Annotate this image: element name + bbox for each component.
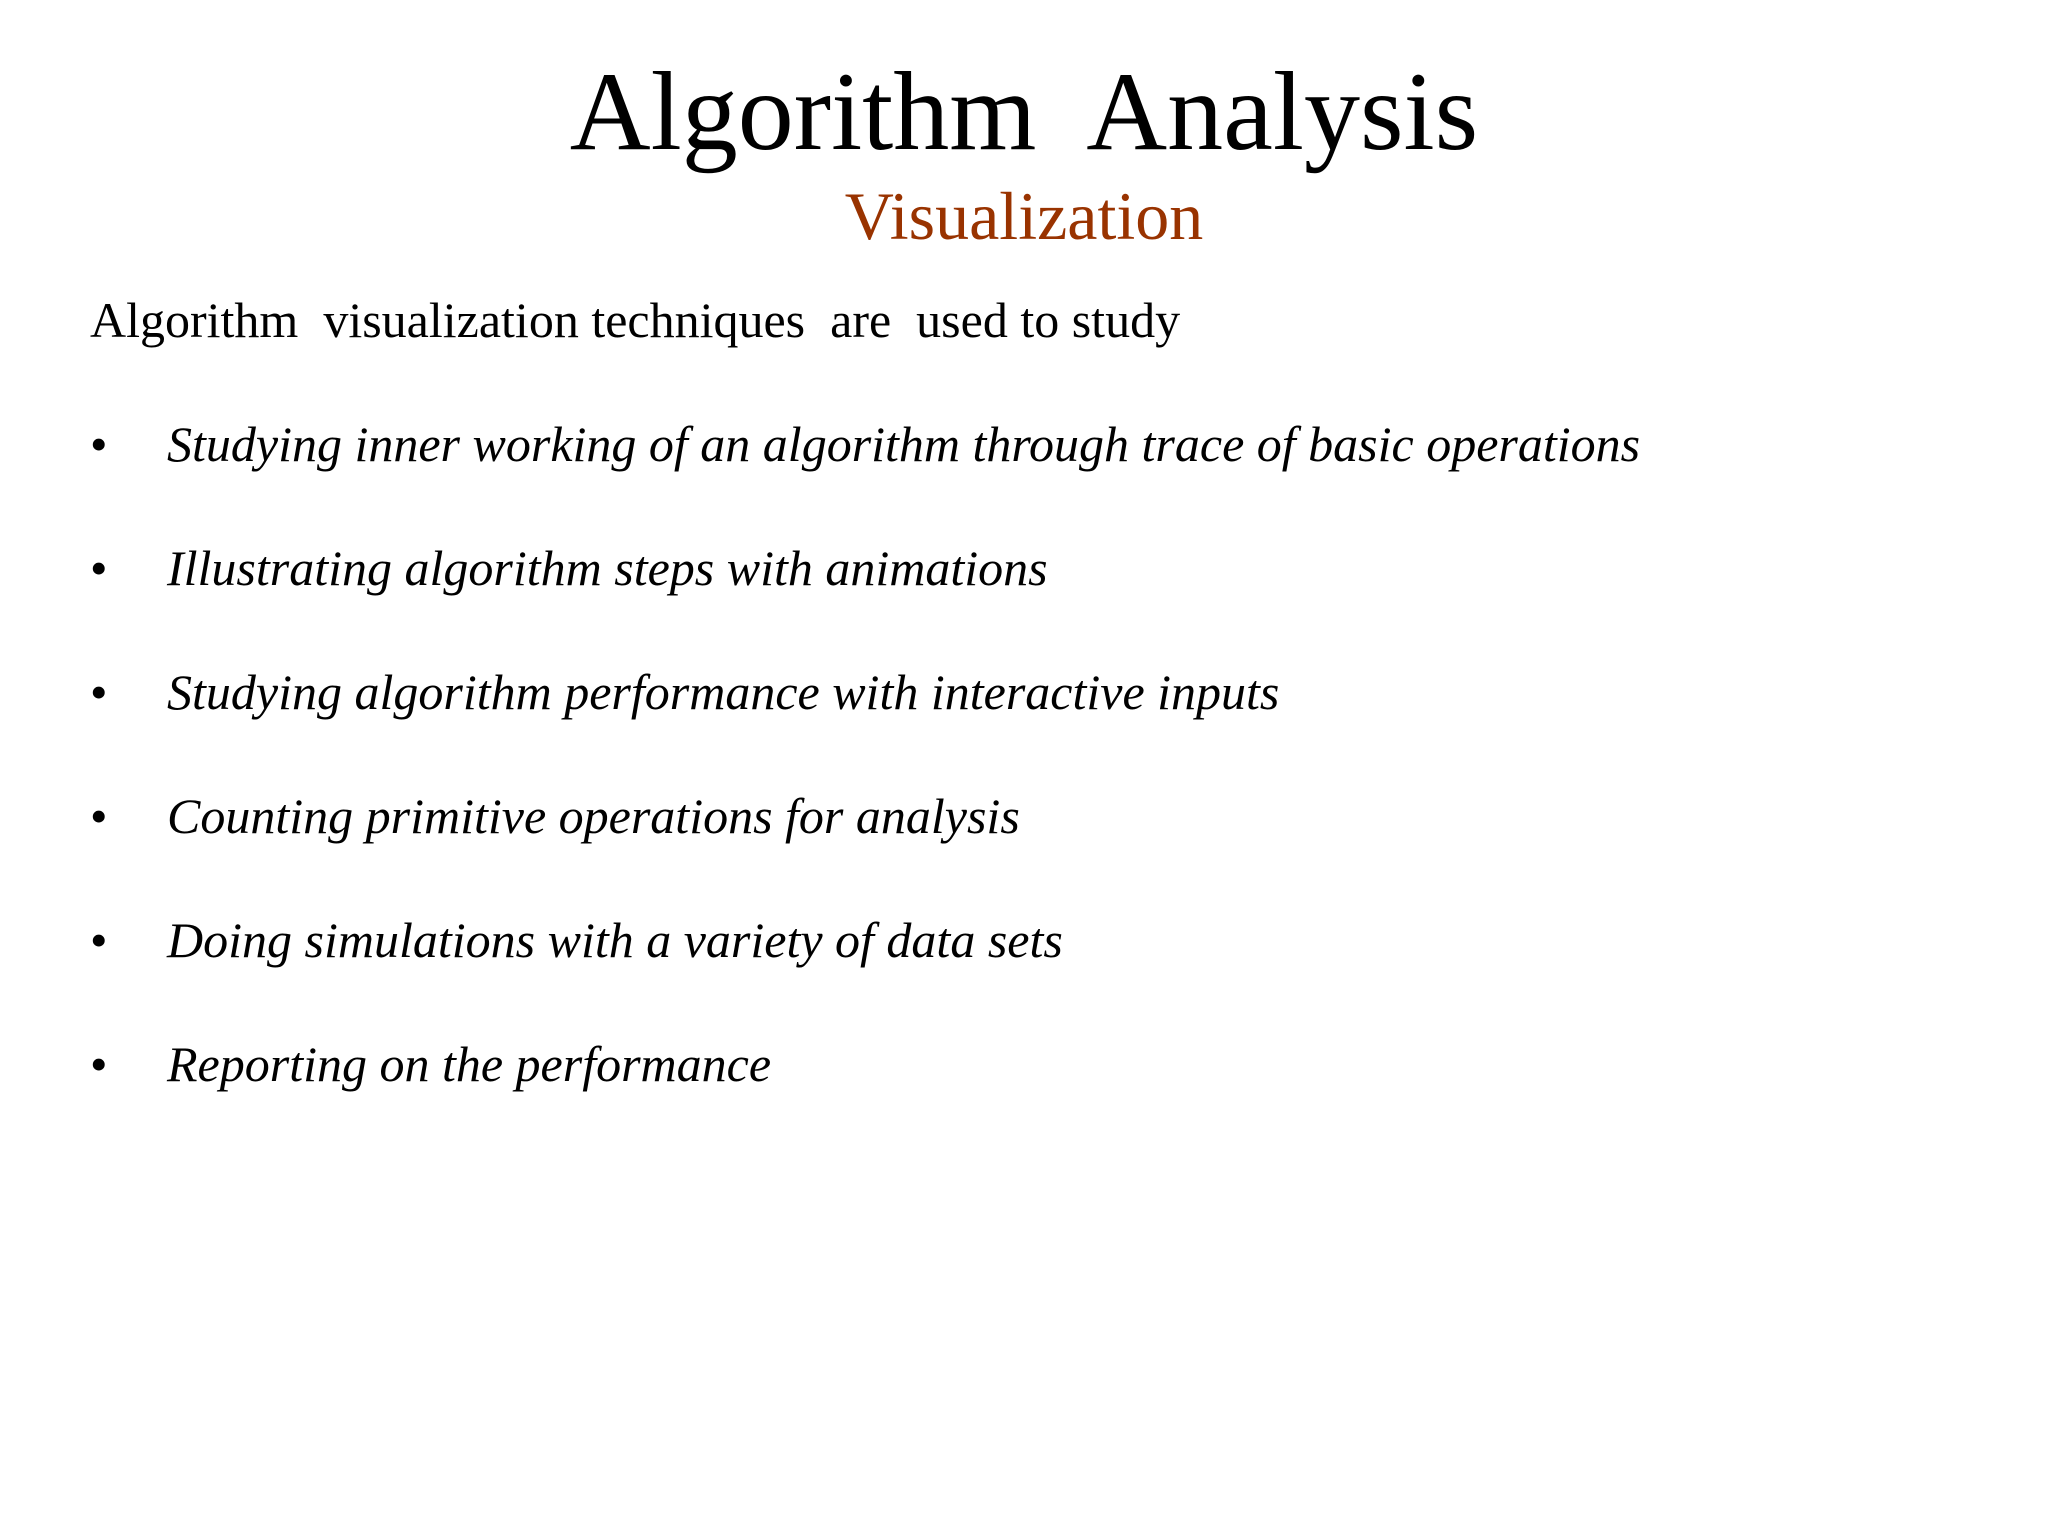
- intro-text: Algorithm visualization techniques are used to study: [90, 292, 1181, 348]
- bullet-icon: •: [90, 664, 108, 720]
- slide-title: Algorithm Analysis: [569, 50, 1479, 174]
- bullet-text: Illustrating algorithm steps with animations: [167, 540, 1048, 596]
- bullet-icon: •: [90, 540, 108, 596]
- list-item: [90, 786, 1020, 910]
- list-item: [90, 538, 1048, 662]
- list-item: [90, 662, 1280, 786]
- bullet-icon: •: [90, 912, 108, 968]
- bullet-list: [90, 414, 1641, 1158]
- bullet-text: Doing simulations with a variety of data sets: [167, 912, 1063, 968]
- bullet-icon: •: [90, 1036, 108, 1092]
- bullet-icon: •: [90, 788, 108, 844]
- list-item: [90, 1034, 772, 1158]
- list-item: [90, 910, 1063, 1034]
- slide-subtitle: Visualization: [844, 178, 1204, 254]
- bullet-icon: •: [90, 416, 108, 472]
- bullet-text: Counting primitive operations for analysis: [167, 788, 1020, 844]
- list-item: [90, 414, 1641, 538]
- bullet-text: Studying inner working of an algorithm through trace of basic operations: [167, 416, 1641, 472]
- bullet-text: Studying algorithm performance with interactive inputs: [167, 664, 1280, 720]
- bullet-text: Reporting on the performance: [167, 1036, 772, 1092]
